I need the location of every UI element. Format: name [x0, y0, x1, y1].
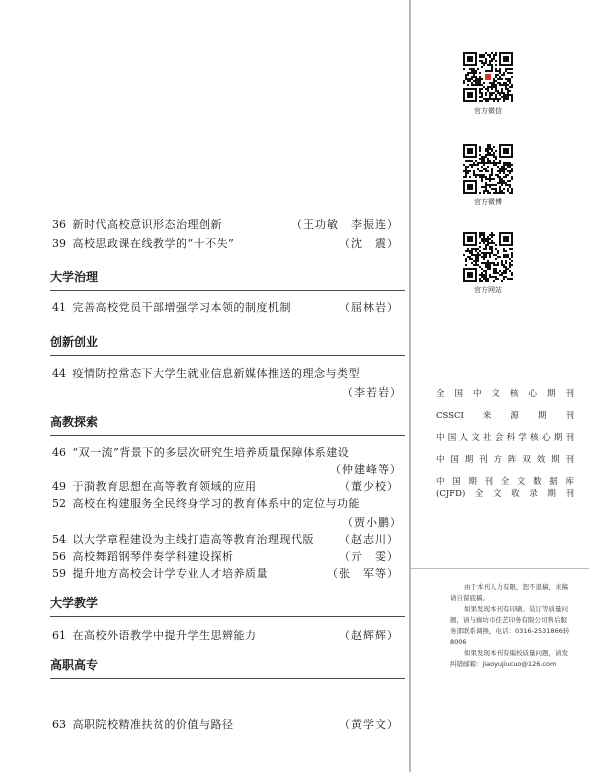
article-title: 高校在构建服务全民终身学习的教育体系中的定位与功能	[72, 497, 360, 510]
qr-label: 官方微博	[474, 198, 502, 206]
article-entry[interactable]	[52, 365, 407, 382]
article-entry[interactable]	[52, 531, 407, 548]
article-entry[interactable]	[52, 444, 407, 461]
index-listing: 中国期刊方阵双效期刊	[436, 455, 574, 465]
notice-paragraph: 由于本刊人力有限，恕不退稿，来稿请自留底稿。	[450, 583, 568, 602]
article-title: 高校思政课在线教学的“十不失”	[72, 237, 235, 250]
article-entry[interactable]	[52, 235, 407, 252]
article-author: （赵辉辉）	[339, 629, 399, 642]
article-entry[interactable]	[52, 478, 407, 495]
qr-code-icon[interactable]	[463, 52, 513, 102]
article-page: 39	[52, 237, 66, 250]
notice-text	[450, 582, 572, 670]
section-title: 高教探索	[50, 413, 405, 436]
index-listing: CSSCI来源期刊	[436, 411, 574, 421]
qr-code-icon[interactable]	[463, 232, 513, 282]
article-author: （黄学文）	[339, 718, 399, 731]
article-entry[interactable]	[52, 548, 407, 565]
article-entry[interactable]	[52, 565, 407, 582]
qr-label: 官方网站	[474, 286, 502, 294]
article-author: （李若岩）	[342, 386, 402, 399]
article-page: 56	[52, 550, 66, 563]
article-title: 提升地方高校会计学专业人才培养质量	[72, 567, 268, 580]
article-page: 59	[52, 567, 66, 580]
article-author: （王功敏 李振连）	[291, 218, 399, 231]
section-title: 大学教学	[50, 594, 405, 617]
article-author: （屈林岩）	[339, 301, 399, 314]
article-entry[interactable]	[52, 716, 407, 733]
section-title: 创新创业	[50, 333, 405, 356]
article-author: （亓 雯）	[339, 550, 399, 563]
article-title: 完善高校党员干部增强学习本领的制度机制	[72, 301, 291, 314]
article-title: “双一流”背景下的多层次研究生培养质量保障体系建设	[72, 446, 350, 459]
article-page: 61	[52, 629, 66, 642]
article-title: 于漪教育思想在高等教育领域的应用	[72, 480, 257, 493]
article-title: 新时代高校意识形态治理创新	[72, 218, 222, 231]
notice-paragraph: 如果发现本刊有编校质量问题，请发纠错邮箱：jiaoyujiucuo@126.com	[450, 649, 568, 668]
article-title: 疫情防控常态下大学生就业信息新媒体推送的理念与类型	[72, 367, 360, 380]
article-entry[interactable]	[52, 216, 407, 233]
article-author: （贾小鹏）	[342, 516, 402, 529]
article-page: 63	[52, 718, 66, 731]
article-title: 高职院校精准扶贫的价值与路径	[72, 718, 234, 731]
article-title: 高校舞蹈钢琴伴奏学科建设探析	[72, 550, 234, 563]
article-entry[interactable]	[52, 495, 407, 512]
article-author: （沈 震）	[339, 237, 399, 250]
notice-paragraph: 如果发现本刊有印刷、装订等质量问题，请与廊坊市佳艺印务有限公司售后服务部联系调换，电话：0316-2531866转8006	[450, 605, 570, 646]
qr-label: 官方微信	[474, 107, 502, 115]
article-page: 41	[52, 301, 66, 314]
divider	[411, 568, 589, 569]
index-listing: 中国人文社会科学核心期刊	[436, 433, 574, 443]
article-page: 44	[52, 367, 66, 380]
section-title: 大学治理	[50, 268, 405, 291]
index-listing: (CJFD)全文收录期刊	[436, 489, 574, 499]
article-entry[interactable]	[52, 627, 407, 644]
article-page: 46	[52, 446, 66, 459]
article-author: （张 军等）	[327, 567, 399, 580]
article-author: （赵志川）	[339, 533, 399, 546]
article-page: 52	[52, 497, 66, 510]
article-author: （仲建峰等）	[330, 463, 402, 476]
section-title: 高职高专	[50, 656, 405, 679]
article-page: 54	[52, 533, 66, 546]
article-entry[interactable]	[52, 299, 407, 316]
index-listing: 中国期刊全文数据库	[436, 477, 574, 487]
qr-code-icon[interactable]	[463, 144, 513, 194]
article-title: 以大学章程建设为主线打造高等教育治理现代版	[72, 533, 314, 546]
article-author: （董少校）	[339, 480, 399, 493]
article-page: 36	[52, 218, 66, 231]
index-listing: 全国中文核心期刊	[436, 389, 574, 399]
article-page: 49	[52, 480, 66, 493]
article-title: 在高校外语教学中提升学生思辨能力	[72, 629, 257, 642]
